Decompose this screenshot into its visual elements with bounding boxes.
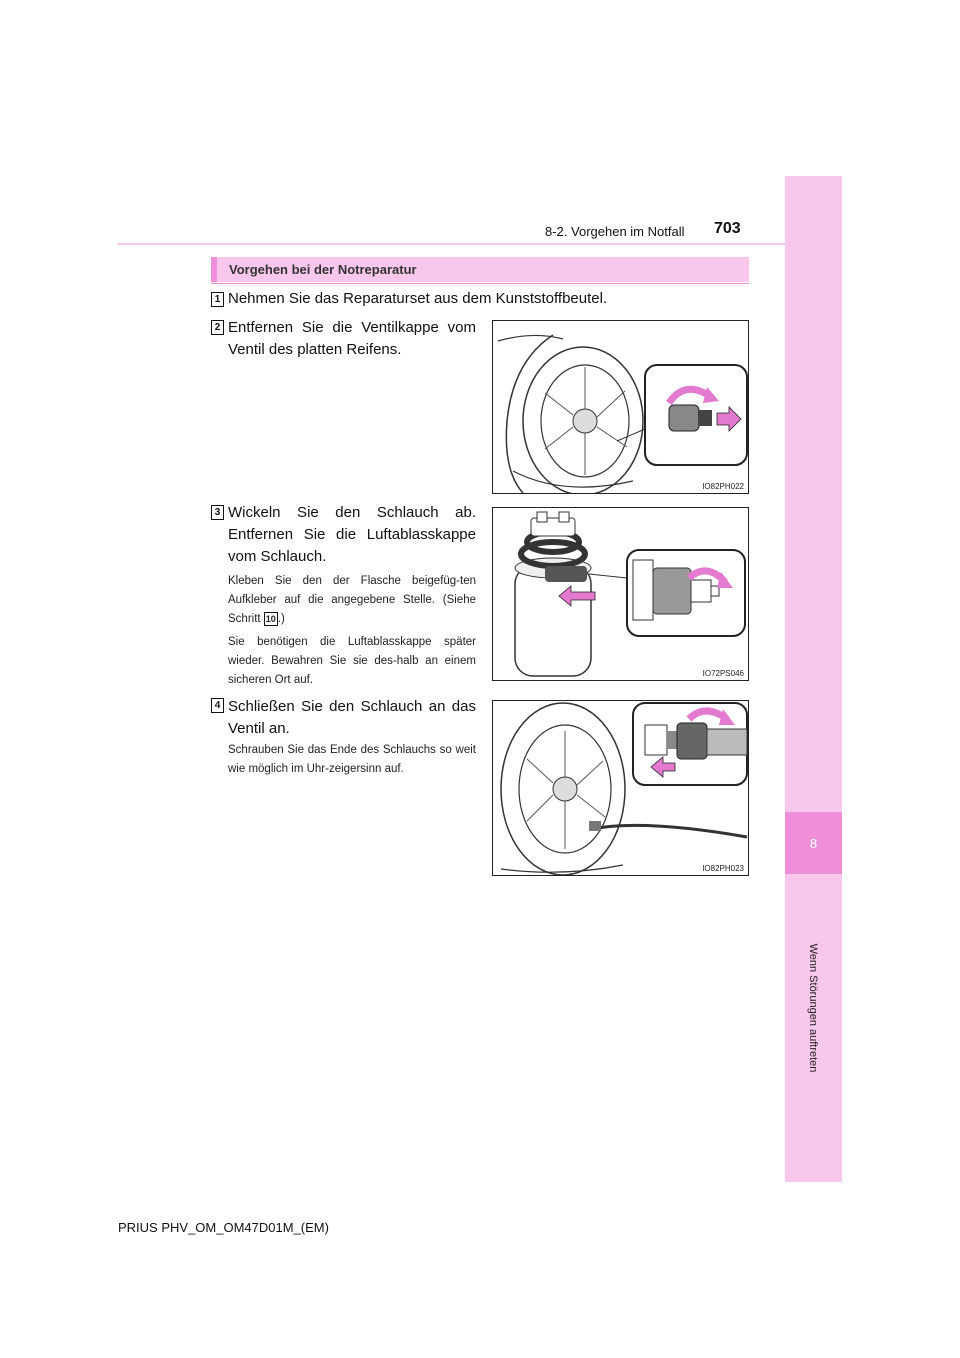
- section-title: Vorgehen bei der Notreparatur: [229, 262, 417, 277]
- figure-code: IO82PH022: [702, 482, 744, 491]
- section-underline: [211, 283, 749, 284]
- step-3-note-sticker: [228, 572, 476, 629]
- step-4-note: Schrauben Sie das Ende des Schlauchs so weit wie möglich im Uhr-zeigersinn auf.: [228, 744, 476, 775]
- figure-code: IO72PS046: [702, 669, 744, 678]
- hose-connect-illustration: [493, 701, 749, 876]
- step-number-2: 2: [211, 320, 224, 335]
- figure-hose-unwind: [492, 507, 749, 681]
- header-rule: [118, 243, 785, 245]
- step-3-note-cap: Sie benötigen die Luftablasskappe später wieder. Bewahren Sie sie des-halb an einem sicheren Ort auf.: [228, 636, 476, 686]
- figure-hose-connect: [492, 700, 749, 876]
- step-3-text: Wickeln Sie den Schlauch ab. Entfernen Sie die Luftablasskappe vom Schlauch.: [228, 504, 476, 565]
- chapter-number-tab: [785, 812, 842, 874]
- chapter-title: Wenn Störungen auftreten: [807, 943, 819, 1073]
- valve-cap-illustration: [493, 321, 749, 494]
- document-id: PRIUS PHV_OM_OM47D01M_(EM): [118, 1220, 329, 1235]
- running-header: 8-2. Vorgehen im Notfall: [545, 224, 685, 239]
- chapter-number: 8: [809, 835, 818, 851]
- step-reference: 10: [265, 614, 276, 624]
- step-number-1: 1: [211, 292, 224, 307]
- figure-valve-cap: [492, 320, 749, 494]
- step-1-text: Nehmen Sie das Reparaturset aus dem Kunststoffbeutel.: [228, 290, 608, 307]
- note-text-end: .): [277, 613, 285, 625]
- step-2-text: Entfernen Sie die Ventilkappe vom Ventil des platten Reifens.: [228, 319, 476, 358]
- note-text: Kleben Sie den der Flasche beigefüg-ten Aufkleber auf die angegebene Stelle. (Siehe Schritt: [228, 575, 476, 625]
- page-number: 703: [714, 220, 741, 237]
- step-number-3: 3: [211, 505, 224, 520]
- step-4-text: Schließen Sie den Schlauch an das Ventil an.: [228, 698, 476, 737]
- figure-code: IO82PH023: [702, 864, 744, 873]
- section-heading: [211, 257, 749, 282]
- step-number-4: 4: [211, 698, 224, 713]
- hose-unwind-illustration: [493, 508, 749, 681]
